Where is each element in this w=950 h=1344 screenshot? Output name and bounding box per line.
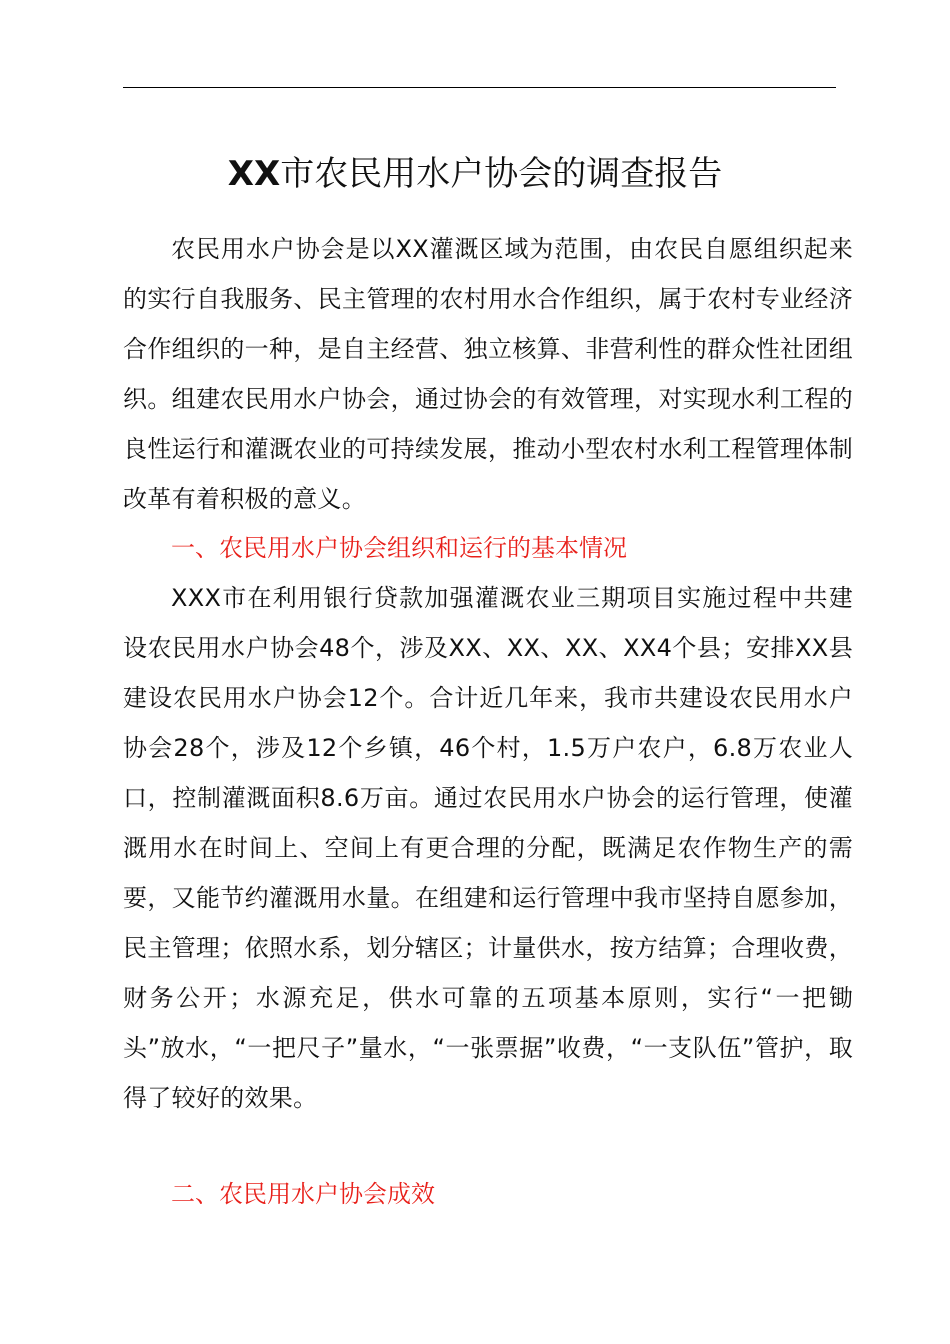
title-prefix: XX [227,154,281,194]
section-heading-2: 二、农民用水户协会成效 [171,1180,435,1208]
section-1-paragraph: XXX市在利用银行贷款加强灌溉农业三期项目实施过程中共建设农民用水户协会48个，涉及XX、XX、XX、XX4个县；安排XX县建设农民用水户协会12个。合计近几年来，我市共建设农民用水户协会28个，涉及12个乡镇，46个村，1.5万户农户，6.8万农业人口，控制灌溉面积8.6万亩。通过农民用水户协会的运行管理，使灌溉用水在时间上、空间上有更合理的分配，既满足农作物生产的需要，又能节约灌溉用水量。在组建和运行管理中我市坚持自愿参加，民主管理；依照水系，划分辖区；计量供水，按方结算；合理收费，财务公开；水源充足，供水可靠的五项基本原则，实行“一把锄头”放水，“一把尺子”量水，“一张票据”收费，“一支队伍”管护，取得了较好的效果。 [123,584,853,1112]
header-rule [123,87,836,88]
document-title [0,150,950,198]
title-text: 市农民用水户协会的调查报告 [280,154,723,194]
intro-paragraph: 农民用水户协会是以XX灌溉区域为范围，由农民自愿组织起来的实行自我服务、民主管理的农村用水合作组织，属于农村专业经济合作组织的一种，是自主经营、独立核算、非营利性的群众性社团组织。组建农民用水户协会，通过协会的有效管理，对实现水利工程的良性运行和灌溉农业的可持续发展，推动小型农村水利工程管理体制改革有着积极的意义。 [123,235,853,513]
section-heading-1: 一、农民用水户协会组织和运行的基本情况 [171,534,627,562]
